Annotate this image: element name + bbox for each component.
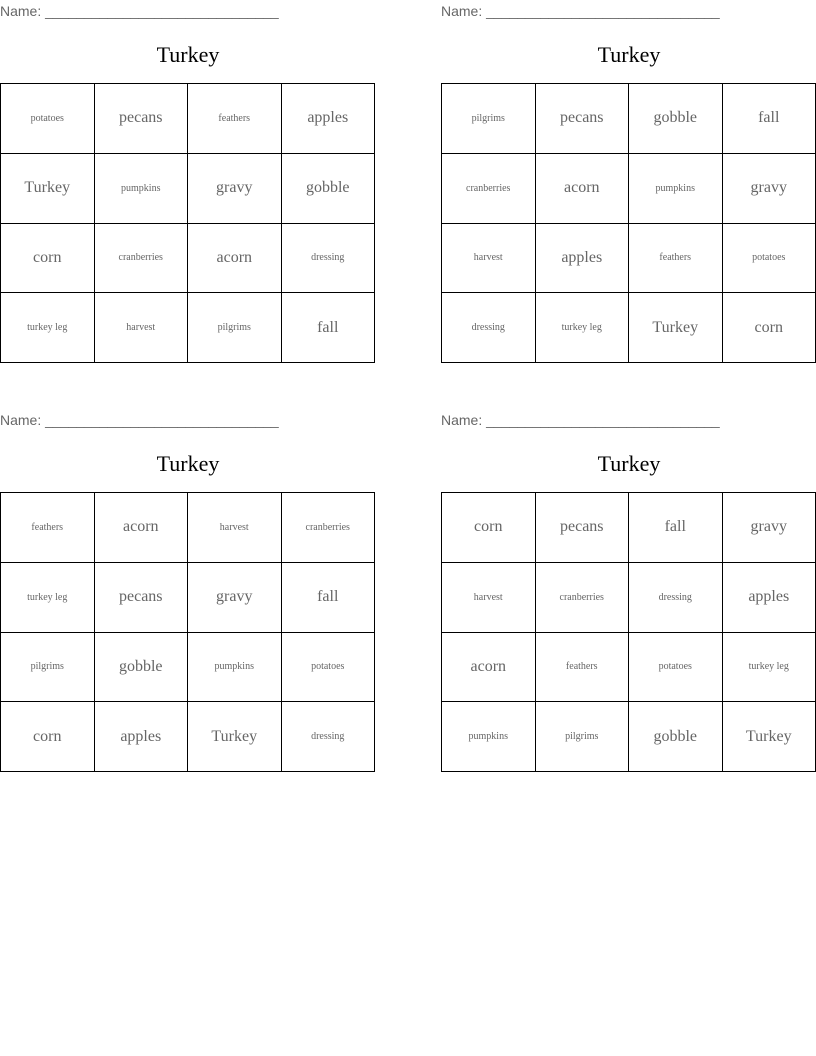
card-title: Turkey [597, 451, 661, 476]
bingo-cell: feathers [536, 633, 630, 703]
bingo-cell: fall [629, 493, 723, 563]
bingo-cell: Turkey [629, 293, 723, 363]
bingo-cell: apples [723, 563, 816, 633]
bingo-cell: harvest [188, 493, 282, 563]
bingo-cell: cranberries [536, 563, 630, 633]
card-title: Turkey [156, 42, 220, 67]
bingo-cell: acorn [442, 633, 536, 703]
bingo-cell: apples [95, 702, 189, 772]
bingo-cell: dressing [282, 224, 376, 294]
bingo-cell: cranberries [282, 493, 376, 563]
bingo-grid [0, 83, 375, 363]
bingo-cell: gobble [629, 84, 723, 154]
bingo-cell: pecans [95, 84, 189, 154]
bingo-cell: cranberries [442, 154, 536, 224]
bingo-cell: feathers [629, 224, 723, 294]
bingo-cell: pilgrims [536, 702, 630, 772]
bingo-cell: corn [1, 224, 95, 294]
bingo-cell: apples [282, 84, 376, 154]
bingo-cell: pilgrims [188, 293, 282, 363]
bingo-cell: turkey leg [1, 563, 95, 633]
bingo-cell: gravy [723, 154, 816, 224]
bingo-cell: acorn [536, 154, 630, 224]
name-field-label: Name: ______________________________ [0, 3, 279, 19]
bingo-cell: pecans [536, 84, 630, 154]
bingo-cell: Turkey [723, 702, 816, 772]
bingo-cell: potatoes [282, 633, 376, 703]
bingo-grid [441, 83, 816, 363]
bingo-card-1 [0, 0, 376, 364]
bingo-cell: pumpkins [442, 702, 536, 772]
bingo-cell: harvest [95, 293, 189, 363]
bingo-grid [0, 492, 375, 772]
card-title: Turkey [597, 42, 661, 67]
bingo-cell: gobble [629, 702, 723, 772]
bingo-cell: turkey leg [1, 293, 95, 363]
card-title: Turkey [156, 451, 220, 476]
bingo-cell: pecans [536, 493, 630, 563]
bingo-cell: harvest [442, 563, 536, 633]
bingo-cell: feathers [1, 493, 95, 563]
bingo-cell: fall [282, 563, 376, 633]
bingo-cell: cranberries [95, 224, 189, 294]
bingo-cell: potatoes [723, 224, 816, 294]
name-field-label: Name: ______________________________ [0, 412, 279, 428]
bingo-cell: dressing [629, 563, 723, 633]
bingo-cell: pecans [95, 563, 189, 633]
bingo-cell: gobble [282, 154, 376, 224]
bingo-cell: pumpkins [188, 633, 282, 703]
bingo-grid [441, 492, 816, 772]
bingo-cell: Turkey [1, 154, 95, 224]
bingo-cell: gobble [95, 633, 189, 703]
bingo-cell: potatoes [629, 633, 723, 703]
bingo-cell: pumpkins [95, 154, 189, 224]
bingo-cell: acorn [188, 224, 282, 294]
bingo-cell: harvest [442, 224, 536, 294]
bingo-card-3 [0, 409, 376, 773]
bingo-cell: fall [723, 84, 816, 154]
bingo-cell: turkey leg [536, 293, 630, 363]
bingo-cell: dressing [282, 702, 376, 772]
bingo-cell: pilgrims [442, 84, 536, 154]
bingo-cell: pumpkins [629, 154, 723, 224]
bingo-cell: fall [282, 293, 376, 363]
bingo-cell: corn [1, 702, 95, 772]
name-field-label: Name: ______________________________ [441, 412, 720, 428]
bingo-cell: acorn [95, 493, 189, 563]
bingo-cell: gravy [723, 493, 816, 563]
bingo-cell: Turkey [188, 702, 282, 772]
bingo-cell: feathers [188, 84, 282, 154]
bingo-cell: apples [536, 224, 630, 294]
bingo-card-4 [441, 409, 816, 773]
bingo-cell: potatoes [1, 84, 95, 154]
bingo-cell: turkey leg [723, 633, 816, 703]
bingo-cell: dressing [442, 293, 536, 363]
bingo-cell: corn [442, 493, 536, 563]
bingo-cell: pilgrims [1, 633, 95, 703]
bingo-cell: gravy [188, 563, 282, 633]
bingo-cell: gravy [188, 154, 282, 224]
bingo-card-2 [441, 0, 816, 364]
bingo-cell: corn [723, 293, 816, 363]
name-field-label: Name: ______________________________ [441, 3, 720, 19]
